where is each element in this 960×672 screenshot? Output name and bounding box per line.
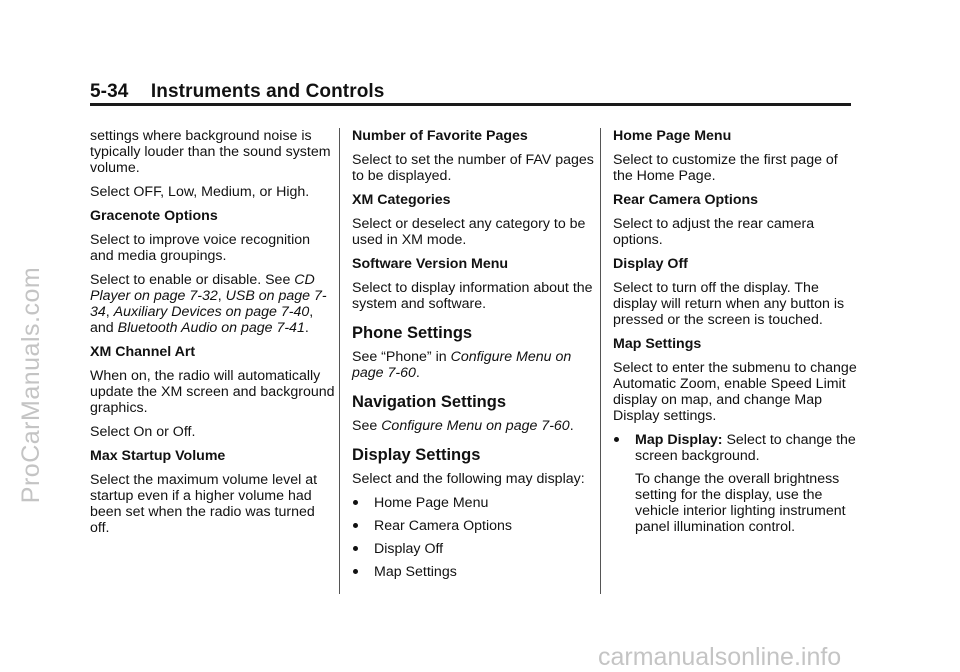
paragraph: When on, the radio will automatically update the XM screen and background graphics. bbox=[90, 368, 335, 416]
text: , bbox=[105, 304, 114, 320]
paragraph-references bbox=[90, 272, 335, 336]
paragraph: Select to enter the submenu to change Automatic Zoom, enable Speed Limit display on map, and change Map Display settings. bbox=[613, 360, 857, 424]
subheading-xm-categories: XM Categories bbox=[352, 192, 451, 208]
cross-reference-link[interactable]: CD Player on page 7-32 bbox=[90, 272, 315, 304]
page-title: Instruments and Controls bbox=[150, 81, 385, 102]
text: See “Phone” in bbox=[352, 349, 451, 365]
paragraph: Select to set the number of FAV pages to be displayed. bbox=[352, 152, 594, 184]
paragraph: Select On or Off. bbox=[90, 424, 196, 440]
list-item: Map Settings bbox=[352, 564, 597, 580]
page-header bbox=[90, 81, 850, 103]
text: , bbox=[217, 288, 226, 304]
header-rule bbox=[90, 103, 851, 106]
section-heading-display-settings: Display Settings bbox=[352, 446, 481, 464]
section-heading-navigation-settings: Navigation Settings bbox=[352, 393, 507, 411]
text: , and bbox=[90, 304, 314, 336]
paragraph: Select to adjust the rear camera options. bbox=[613, 216, 815, 248]
paragraph: Select to turn off the display. The display will return when any button is pressed or the screen is touched. bbox=[613, 280, 845, 328]
subheading-display-off: Display Off bbox=[613, 256, 688, 272]
bullet-text: Select to change the screen background. bbox=[635, 432, 856, 464]
list-item-map-display bbox=[613, 432, 858, 464]
subheading-max-startup-volume: Max Startup Volume bbox=[90, 448, 226, 464]
cross-reference-link[interactable]: Auxiliary Devices on page 7-40 bbox=[113, 304, 310, 320]
subheading-home-page-menu: Home Page Menu bbox=[613, 128, 732, 144]
paragraph: Select to customize the first page of the Home Page. bbox=[613, 152, 838, 184]
list-item: Rear Camera Options bbox=[352, 518, 597, 534]
subheading-software-version: Software Version Menu bbox=[352, 256, 509, 272]
column-divider-1 bbox=[339, 128, 340, 594]
text: . bbox=[569, 418, 574, 434]
cross-reference-link[interactable]: Bluetooth Audio on page 7-41 bbox=[117, 320, 305, 336]
sub-paragraph: To change the overall brightness setting for the display, use the vehicle interior lighting instrument panel illumination control. bbox=[635, 471, 846, 535]
subheading-gracenote: Gracenote Options bbox=[90, 208, 218, 224]
column-1 bbox=[90, 128, 335, 544]
paragraph-reference bbox=[352, 418, 597, 434]
column-divider-2 bbox=[600, 128, 601, 594]
subheading-rear-camera-options: Rear Camera Options bbox=[613, 192, 759, 208]
text: . bbox=[415, 365, 420, 381]
text: See bbox=[352, 418, 382, 434]
paragraph: Select to improve voice recognition and media groupings. bbox=[90, 232, 311, 264]
text: . bbox=[304, 320, 309, 336]
subheading-xm-channel-art: XM Channel Art bbox=[90, 344, 196, 360]
cross-reference-link[interactable]: Configure Menu on page 7-60 bbox=[381, 418, 570, 434]
cross-reference-link[interactable]: Configure Menu on page 7-60 bbox=[352, 349, 572, 381]
watermark-bottom: carmanualsonline.info bbox=[598, 643, 842, 671]
section-heading-phone-settings: Phone Settings bbox=[352, 324, 473, 342]
subheading-map-settings: Map Settings bbox=[613, 336, 702, 352]
paragraph: settings where background noise is typically louder than the sound system volume. bbox=[90, 128, 331, 176]
column-3 bbox=[613, 128, 858, 543]
bullet-label: Map Display: bbox=[635, 432, 723, 448]
paragraph: Select or deselect any category to be used in XM mode. bbox=[352, 216, 586, 248]
cross-reference-link[interactable]: USB on page 7-34 bbox=[90, 288, 327, 320]
column-2 bbox=[352, 128, 597, 587]
paragraph: Select to display information about the system and software. bbox=[352, 280, 593, 312]
page-number: 5-34 bbox=[90, 81, 129, 102]
paragraph: Select and the following may display: bbox=[352, 471, 585, 487]
subheading-favorite-pages: Number of Favorite Pages bbox=[352, 128, 528, 144]
paragraph: Select the maximum volume level at startup even if a higher volume had been set when the radio was turned off. bbox=[90, 472, 318, 536]
watermark-left: ProCarManuals.com bbox=[17, 266, 45, 504]
text: Select to enable or disable. See bbox=[90, 272, 295, 288]
paragraph-reference bbox=[352, 349, 597, 381]
list-item: Display Off bbox=[352, 541, 597, 557]
list-item: Home Page Menu bbox=[352, 495, 597, 511]
paragraph: Select OFF, Low, Medium, or High. bbox=[90, 184, 310, 200]
